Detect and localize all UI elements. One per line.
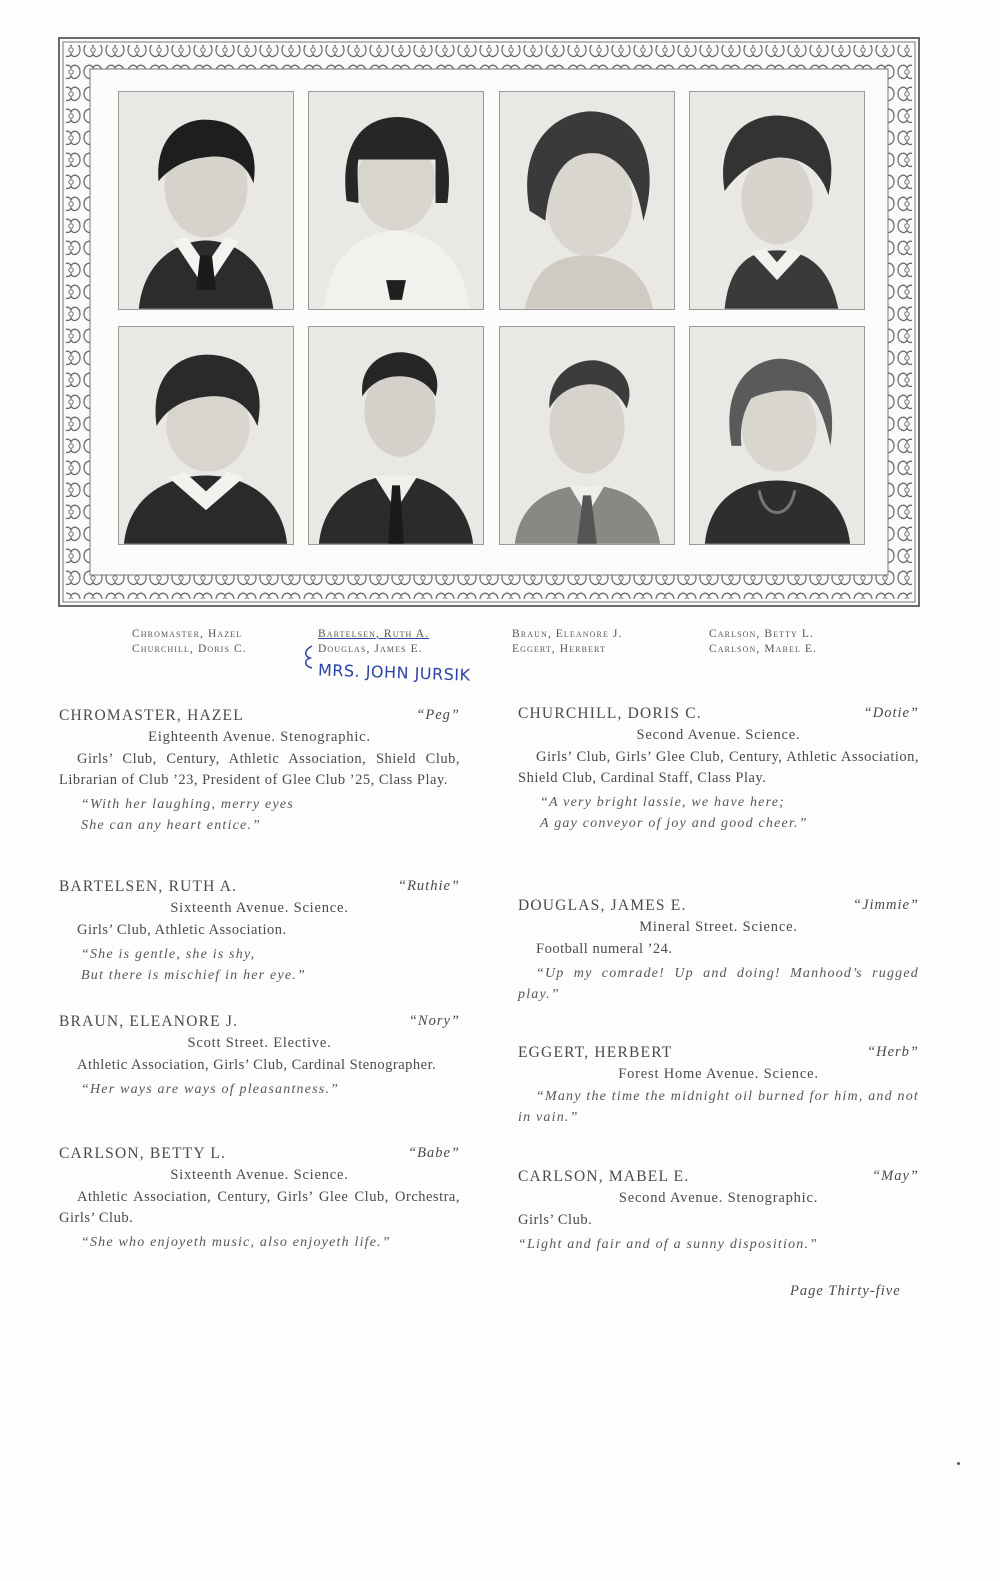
entry-activities: Football numeral ’24.: [536, 941, 673, 957]
entry-nickname: “Peg”: [416, 707, 460, 723]
entry-churchill: [518, 705, 919, 834]
portrait-douglas-james: [308, 326, 484, 545]
entry-activities: Girls’ Club, Athletic Association.: [77, 922, 287, 938]
entry-chromaster: [59, 707, 460, 836]
portrait-bartelsen-ruth: [308, 91, 484, 310]
entry-address: Forest Home Avenue. Science.: [618, 1066, 819, 1082]
entry-nickname: “May”: [872, 1168, 919, 1184]
portrait-grid: [118, 91, 864, 549]
quote-line: “Many the time the midnight oil burned for him, and not in vain.”: [518, 1089, 919, 1125]
entry-quote: [518, 1086, 919, 1128]
entry-address: Eighteenth Avenue. Stenographic.: [148, 729, 371, 745]
portrait-braun-eleanore: [499, 91, 675, 310]
caption-line: Carlson, Betty L.: [709, 628, 815, 640]
quote-line: A gay conveyor of joy and good cheer.”: [540, 816, 808, 831]
entry-address: Second Avenue. Stenographic.: [618, 1190, 819, 1206]
caption-column-2: [318, 627, 429, 657]
entry-bartelsen: [59, 878, 460, 986]
entry-nickname: “Nory”: [408, 1013, 460, 1029]
portrait-eggert-herbert: [499, 326, 675, 545]
entry-nickname: “Dotie”: [863, 705, 919, 721]
entry-address: Sixteenth Avenue. Science.: [170, 900, 349, 916]
entry-carlson-betty: [59, 1145, 460, 1253]
entry-name: CHURCHILL, DORIS C.: [518, 705, 702, 722]
portrait-carlson-betty: [689, 91, 865, 310]
entry-name: CARLSON, BETTY L.: [59, 1145, 227, 1162]
entry-name: CHROMASTER, HAZEL: [59, 707, 244, 724]
entry-address: Scott Street. Elective.: [187, 1035, 332, 1051]
entry-nickname: “Babe”: [408, 1145, 460, 1161]
print-speck: [957, 1462, 960, 1465]
entry-name: CARLSON, MABEL E.: [518, 1168, 690, 1185]
entry-douglas: [518, 897, 919, 1005]
caption-line: Bartelsen, Ruth A.: [318, 628, 430, 640]
caption-column-4: [709, 627, 817, 657]
quote-line: “She is gentle, she is shy,: [81, 947, 256, 962]
caption-line: Churchill, Doris C.: [132, 643, 247, 655]
handwritten-bracket: [300, 644, 316, 670]
entry-name: EGGERT, HERBERT: [518, 1044, 673, 1061]
entry-quote: [59, 794, 460, 836]
entry-activities: Girls’ Club, Girls’ Glee Club, Century, Athletic Association, Shield Club, Cardinal Staff, Class Play.: [518, 749, 919, 786]
caption-line: Douglas, James E.: [318, 643, 423, 655]
portrait-chromaster-hazel: [118, 91, 294, 310]
entry-quote: [518, 792, 919, 834]
entry-activities: Girls’ Club.: [518, 1212, 593, 1228]
entry-activities: Girls’ Club, Century, Athletic Association, Shield Club, Librarian of Club ’23, President of Glee Club ’25, Class Play.: [59, 751, 460, 788]
entry-quote: [59, 1232, 460, 1253]
quote-line: “A very bright lassie, we have here;: [540, 795, 785, 810]
quote-line: She can any heart entice.”: [81, 818, 262, 833]
portrait-carlson-mabel: [689, 326, 865, 545]
entry-address: Mineral Street. Science.: [639, 919, 798, 935]
quote-line: “She who enjoyeth music, also enjoyeth life.”: [81, 1235, 391, 1250]
quote-line: But there is mischief in her eye.”: [81, 968, 306, 983]
entry-eggert: [518, 1044, 919, 1128]
entry-quote: [59, 944, 460, 986]
quote-line: “Up my comrade! Up and doing! Manhood’s rugged play.”: [518, 966, 919, 1002]
entry-braun: [59, 1013, 460, 1100]
caption-line: Carlson, Mabel E.: [709, 643, 818, 655]
entry-quote: [518, 1234, 919, 1255]
caption-line: Braun, Eleanore J.: [512, 628, 623, 640]
handwritten-note: MRS. JOHN JURSIK: [317, 660, 471, 685]
entry-name: BRAUN, ELEANORE J.: [59, 1013, 239, 1030]
page-number: Page Thirty-five: [790, 1283, 901, 1299]
entry-carlson-mabel: [518, 1168, 919, 1255]
quote-line: “With her laughing, merry eyes: [81, 797, 294, 812]
entry-address: Second Avenue. Science.: [636, 727, 801, 743]
caption-column-1: [132, 627, 247, 657]
caption-line: Chromaster, Hazel: [132, 628, 243, 640]
caption-column-3: [512, 627, 622, 657]
entry-nickname: “Jimmie”: [853, 897, 919, 913]
photo-frame: [58, 37, 920, 607]
entry-nickname: “Ruthie”: [398, 878, 460, 894]
entry-name: BARTELSEN, RUTH A.: [59, 878, 238, 895]
entry-activities: Athletic Association, Century, Girls’ Glee Club, Orchestra, Girls’ Club.: [59, 1189, 460, 1226]
entry-activities: Athletic Association, Girls’ Club, Cardinal Stenographer.: [77, 1057, 437, 1073]
portrait-churchill-doris: [118, 326, 294, 545]
caption-line: Eggert, Herbert: [512, 643, 606, 655]
quote-line: “Her ways are ways of pleasantness.”: [81, 1082, 340, 1097]
entry-name: DOUGLAS, JAMES E.: [518, 897, 687, 914]
entry-quote: [59, 1079, 460, 1100]
entry-address: Sixteenth Avenue. Science.: [170, 1167, 349, 1183]
entry-nickname: “Herb”: [867, 1044, 919, 1060]
quote-line: “Light and fair and of a sunny disposition.”: [518, 1237, 819, 1252]
entry-quote: [518, 963, 919, 1005]
